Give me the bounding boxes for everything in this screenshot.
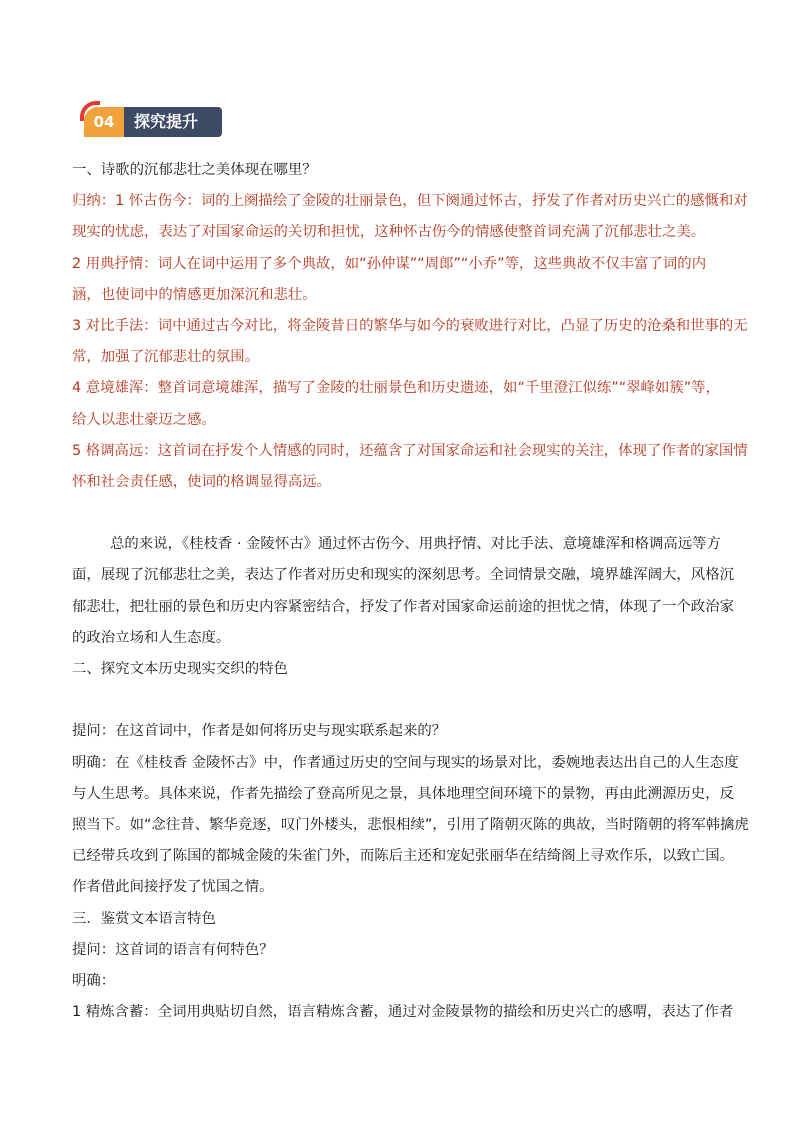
section1-heading: 一、诗歌的沉郁悲壮之美体现在哪里？ <box>72 162 317 178</box>
section2-line: 与人生思考。具体来说，作者先描绘了登高所见之景，具体地理空间环境下的景物，再由此溯源历史，反 <box>72 785 734 802</box>
section1-line: 5 格调高远：这首词在抒发个人情感的同时，还蕴含了对国家命运和社会现实的关注，体现了作者的家国情 <box>72 442 748 459</box>
badge-title: 探究提升 <box>124 107 222 137</box>
section2-line: 照当下。如“念往昔、繁华竞逐，叹门外楼头，悲恨相续”，引用了隋朝灭陈的典故，当时隋朝的将军韩擒虎 <box>72 816 749 833</box>
summary-line: 郁悲壮，把壮丽的景色和历史内容紧密结合，抒发了作者对国家命运前途的担忧之情，体现了一个政治家 <box>72 598 734 615</box>
section3-answer-label: 明确： <box>72 972 116 989</box>
summary-line: 面，展现了沉郁悲壮之美，表达了作者对历史和现实的深刻思考。全词情景交融，境界雄浑阔大，风格沉 <box>72 567 734 584</box>
section3-heading: 三．鉴赏文本语言特色 <box>72 910 216 927</box>
section2-line: 已经带兵攻到了陈国的都城金陵的朱雀门外，而陈后主还和宠妃张丽华在结绮阁上寻欢作乐，以致亡国。 <box>72 848 734 865</box>
section-badge <box>80 103 222 137</box>
section1-line: 3 对比手法：词中通过古今对比，将金陵昔日的繁华与如今的衰败进行对比，凸显了历史的沧桑和世事的无 <box>72 317 748 334</box>
section2-question: 提问：在这首词中，作者是如何将历史与现实联系起来的？ <box>72 723 447 740</box>
section2-heading: 二、探究文本历史现实交织的特色 <box>72 661 288 677</box>
section1-line: 给人以悲壮豪迈之感。 <box>72 411 216 428</box>
spacer <box>72 498 732 529</box>
section2-line: 作者借此间接抒发了忧国之情。 <box>72 879 274 896</box>
section3-line: 1 精炼含蓄：全词用典贴切自然，语言精炼含蓄，通过对金陵景物的描绘和历史兴亡的感喟，表达了作者 <box>72 1004 734 1021</box>
section1-line: 怀和社会责任感，使词的格调显得高远。 <box>72 473 332 490</box>
section1-line: 2 用典抒情：词人在词中运用了多个典故，如“孙仲谋”“周郎”“小乔”等，这些典故不仅丰富了词的内 <box>72 255 707 272</box>
section1-line: 常，加强了沉郁悲壮的氛围。 <box>72 349 260 366</box>
section1-line: 现实的忧虑，表达了对国家命运的关切和担忧，这种怀古伤今的情感使整首词充满了沉郁悲壮之美。 <box>72 224 706 241</box>
section1-line: 4 意境雄浑：整首词意境雄浑，描写了金陵的壮丽景色和历史遗迹，如“千里澄江似练”“翠峰如簇”等， <box>72 380 720 397</box>
section1-line: 涵，也使词中的情感更加深沉和悲壮。 <box>72 286 317 303</box>
summary-line: 的政治立场和人生态度。 <box>72 629 231 646</box>
badge-number: 04 <box>84 107 124 137</box>
section2-line: 明确：在《桂枝香 金陵怀古》中，作者通过历史的空间与现实的场景对比，委婉地表达出自己的人生态度 <box>72 754 739 771</box>
spacer <box>72 685 732 716</box>
document-body <box>72 155 749 1028</box>
section1-line: 归纳：1 怀古伤今：词的上阕描绘了金陵的壮丽景色，但下阕通过怀古，抒发了作者对历史兴亡的感慨和对 <box>72 193 748 210</box>
summary-line: 总的来说，《桂枝香 · 金陵怀古》通过怀古伤今、用典抒情、对比手法、意境雄浑和格调高远等方 <box>110 536 721 553</box>
section3-question: 提问：这首词的语言有何特色？ <box>72 941 274 958</box>
